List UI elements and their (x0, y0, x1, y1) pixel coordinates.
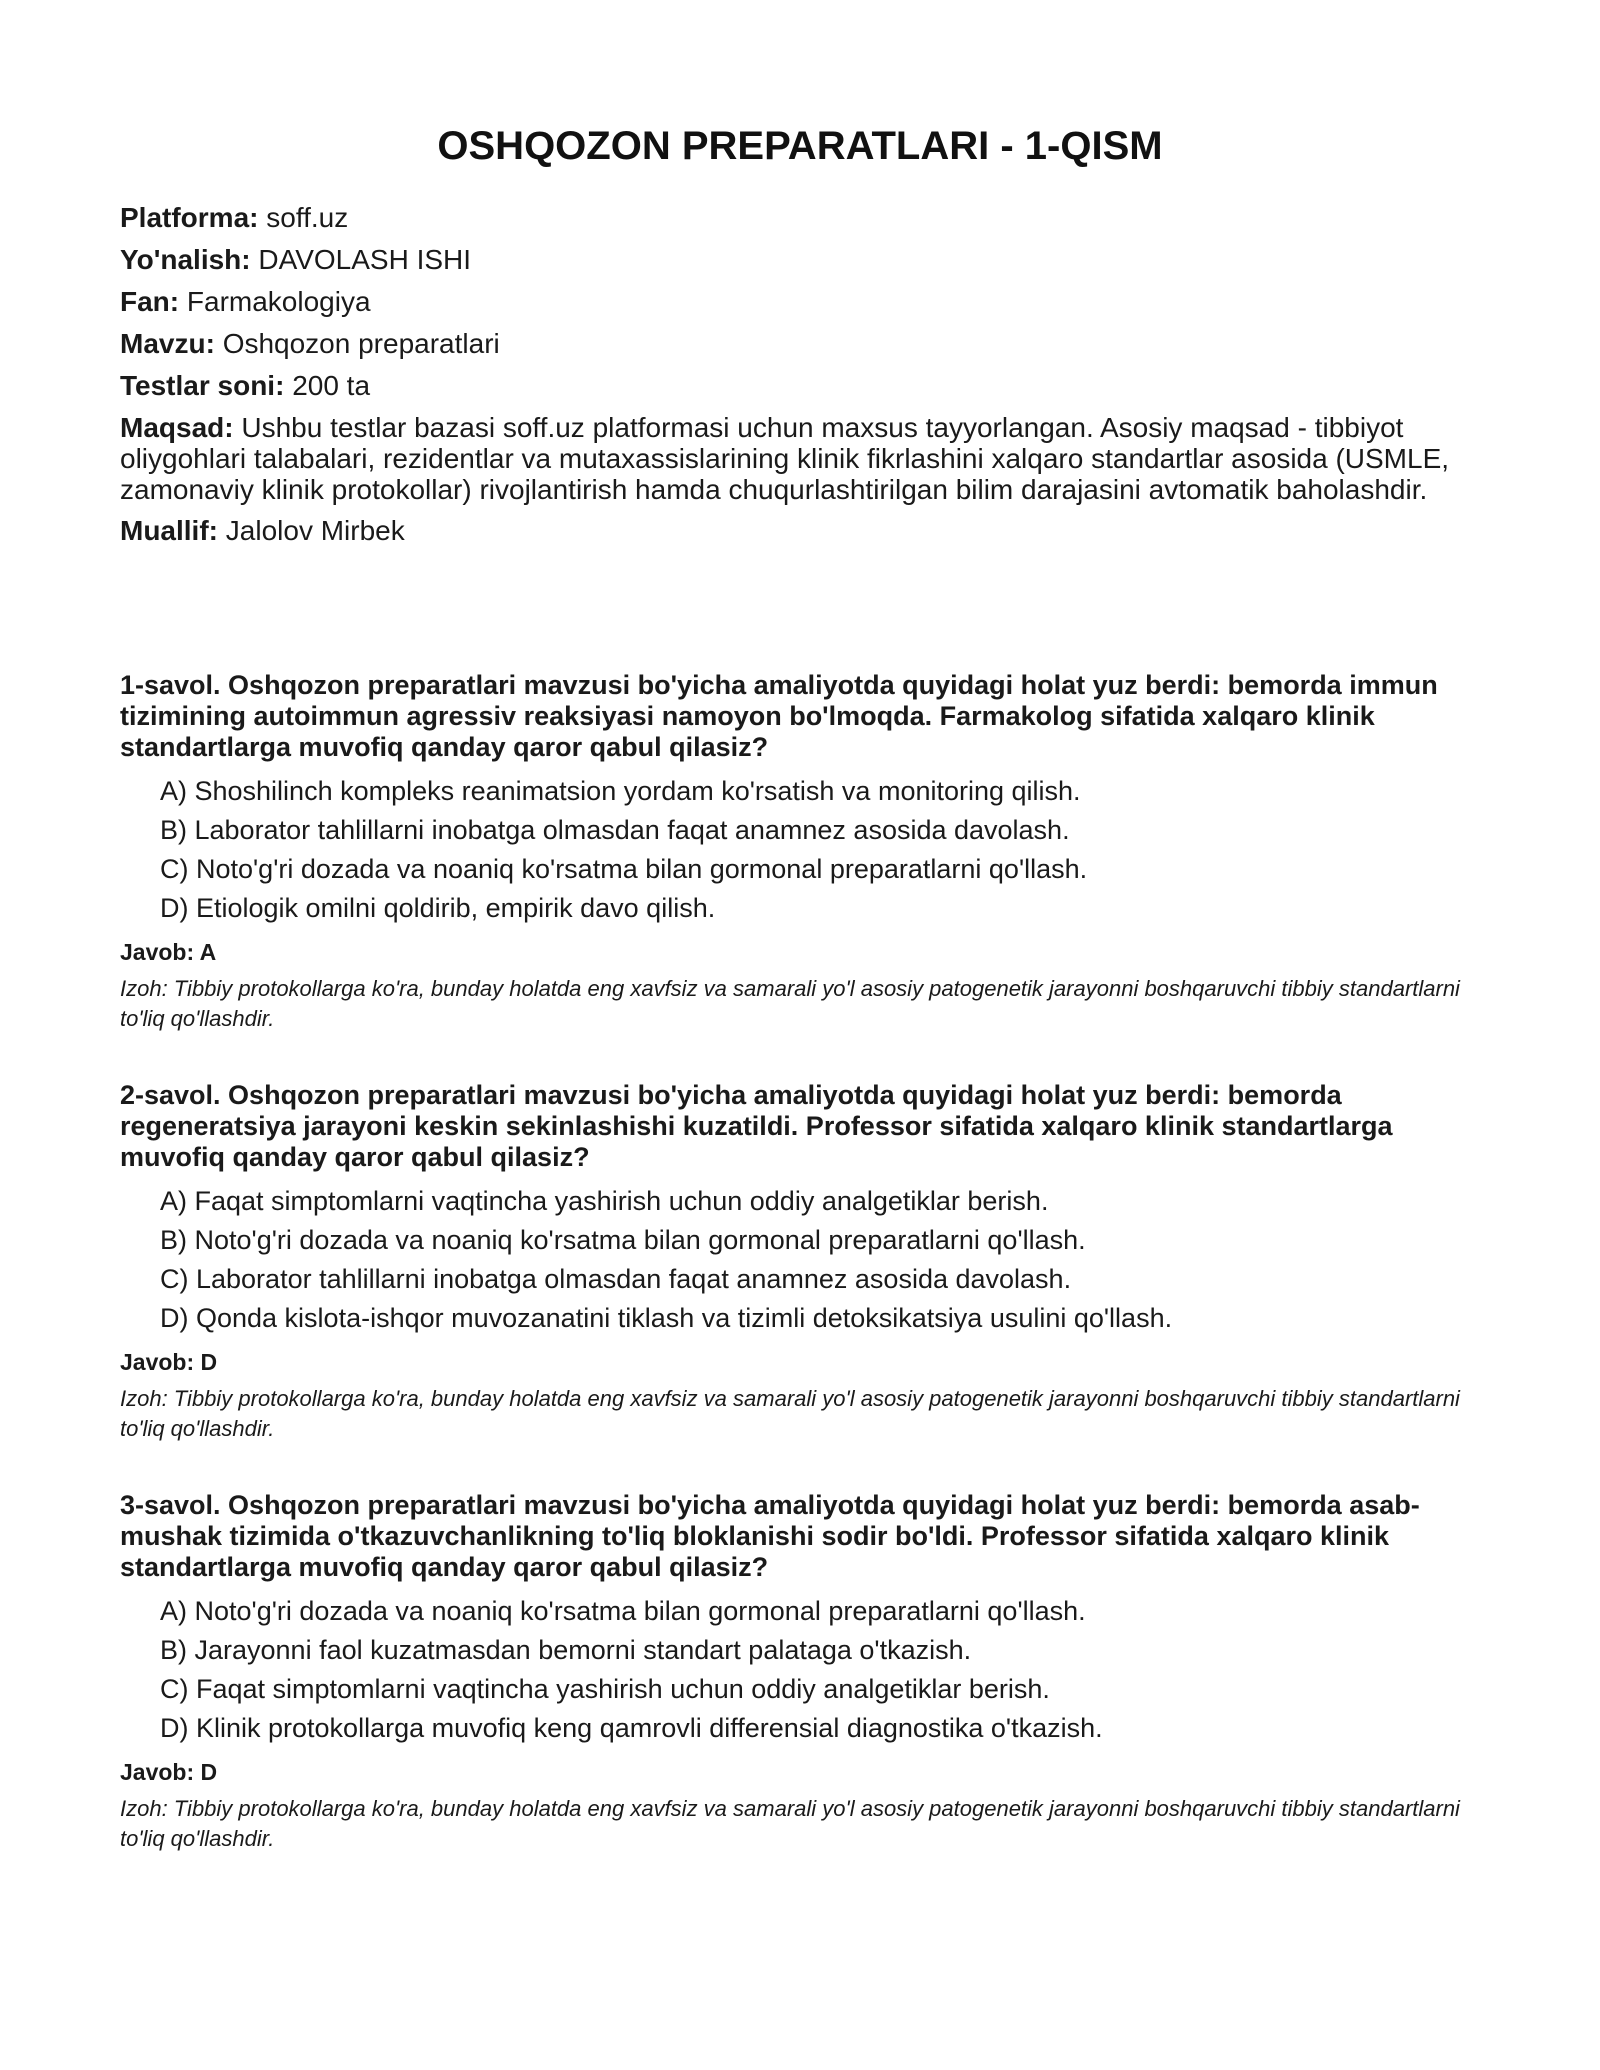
answer-label: Javob: A (120, 939, 217, 965)
question-text: 1-savol. Oshqozon preparatlari mavzusi bo'yicha amaliyotda quyidagi holat yuz berdi: bemorda immun tizimining autoimmun agressiv reaksiyasi namoyon bo'lmoqda. Farmakolog sifatida xalqaro klinik standartlarga muvofiq qanday qaror qabul qilasiz? (120, 670, 1438, 762)
option-c: C) Laborator tahlillarni inobatga olmasdan faqat anamnez asosida davolash. (160, 1264, 1072, 1294)
option-d: D) Qonda kislota-ishqor muvozanatini tiklash va tizimli detoksikatsiya usulini qo'llash. (160, 1303, 1173, 1333)
meta-direction-label: Yo'nalish: (120, 244, 251, 275)
option-b: B) Jarayonni faol kuzatmasdan bemorni standart palataga o'tkazish. (160, 1635, 972, 1665)
meta-goal (120, 412, 1480, 505)
option-a: A) Faqat simptomlarni vaqtincha yashirish uchun oddiy analgetiklar berish. (160, 1186, 1049, 1216)
meta-topic (120, 328, 1480, 360)
meta-test-count-value: 200 ta (292, 370, 371, 401)
option-b: B) Noto'g'ri dozada va noaniq ko'rsatma bilan gormonal preparatlarni qo'llash. (160, 1225, 1086, 1255)
option-a: A) Shoshilinch kompleks reanimatsion yordam ko'rsatish va monitoring qilish. (160, 776, 1081, 806)
question-text: 2-savol. Oshqozon preparatlari mavzusi bo'yicha amaliyotda quyidagi holat yuz berdi: bemorda regeneratsiya jarayoni keskin sekinlashishi kuzatildi. Professor sifatida xalqaro klinik standartlarga muvofiq qanday qaror qabul qilasiz? (120, 1080, 1393, 1172)
question-3 (120, 1490, 1480, 1854)
meta-author-value: Jalolov Mirbek (225, 515, 405, 546)
meta-platform (120, 202, 1480, 234)
document-title: OSHQOZON PREPARATLARI - 1-QISM (437, 124, 1163, 168)
option-c: C) Faqat simptomlarni vaqtincha yashirish uchun oddiy analgetiklar berish. (160, 1674, 1050, 1704)
explanation-note: Izoh: Tibbiy protokollarga ko'ra, bunday holatda eng xavfsiz va samarali yo'l asosiy patogenetik jarayonni boshqaruvchi tibbiy standartlarni to'liq qo'llashdir. (120, 1386, 1460, 1441)
option-d: D) Etiologik omilni qoldirib, empirik davo qilish. (160, 893, 716, 923)
meta-author-label: Muallif: (120, 515, 218, 546)
question-text: 3-savol. Oshqozon preparatlari mavzusi bo'yicha amaliyotda quyidagi holat yuz berdi: bemorda asab-mushak tizimida o'tkazuvchanlikning to'liq bloklanishi sodir bo'ldi. Professor sifatida xalqaro klinik standartlarga muvofiq qanday qaror qabul qilasiz? (120, 1490, 1420, 1582)
meta-subject-label: Fan: (120, 286, 180, 317)
explanation-note: Izoh: Tibbiy protokollarga ko'ra, bunday holatda eng xavfsiz va samarali yo'l asosiy patogenetik jarayonni boshqaruvchi tibbiy standartlarni to'liq qo'llashdir. (120, 1796, 1460, 1851)
meta-subject (120, 286, 1480, 318)
meta-platform-label: Platforma: (120, 202, 259, 233)
meta-topic-value: Oshqozon preparatlari (222, 328, 500, 359)
meta-subject-value: Farmakologiya (186, 286, 371, 317)
meta-direction (120, 244, 1480, 276)
option-c: C) Noto'g'ri dozada va noaniq ko'rsatma bilan gormonal preparatlarni qo'llash. (160, 854, 1088, 884)
meta-goal-value: Ushbu testlar bazasi soff.uz platformasi uchun maxsus tayyorlangan. Asosiy maqsad - tibbiyot oliygohlari talabalari, rezidentlar va mutaxassislarining klinik fikrlashini xalqaro standartlar asosida (USMLE, zamonaviy klinik protokollar) rivojlantirish hamda chuqurlashtirilgan bilim darajasini avtomatik baholashdir. (120, 412, 1450, 505)
meta-topic-label: Mavzu: (120, 328, 215, 359)
option-a: A) Noto'g'ri dozada va noaniq ko'rsatma bilan gormonal preparatlarni qo'llash. (160, 1596, 1086, 1626)
option-b: B) Laborator tahlillarni inobatga olmasdan faqat anamnez asosida davolash. (160, 815, 1070, 845)
meta-author (120, 515, 1480, 547)
answer-label: Javob: D (120, 1759, 218, 1785)
meta-test-count-label: Testlar soni: (120, 370, 285, 401)
answer-label: Javob: D (120, 1349, 218, 1375)
question-2 (120, 1080, 1480, 1444)
option-d: D) Klinik protokollarga muvofiq keng qamrovli differensial diagnostika o'tkazish. (160, 1713, 1103, 1743)
meta-direction-value: DAVOLASH ISHI (258, 244, 472, 275)
meta-test-count (120, 370, 1480, 402)
question-1 (120, 670, 1480, 1034)
document-metadata (120, 202, 1480, 557)
meta-platform-value: soff.uz (266, 202, 349, 233)
explanation-note: Izoh: Tibbiy protokollarga ko'ra, bunday holatda eng xavfsiz va samarali yo'l asosiy patogenetik jarayonni boshqaruvchi tibbiy standartlarni to'liq qo'llashdir. (120, 976, 1460, 1031)
meta-goal-label: Maqsad: (120, 412, 234, 443)
